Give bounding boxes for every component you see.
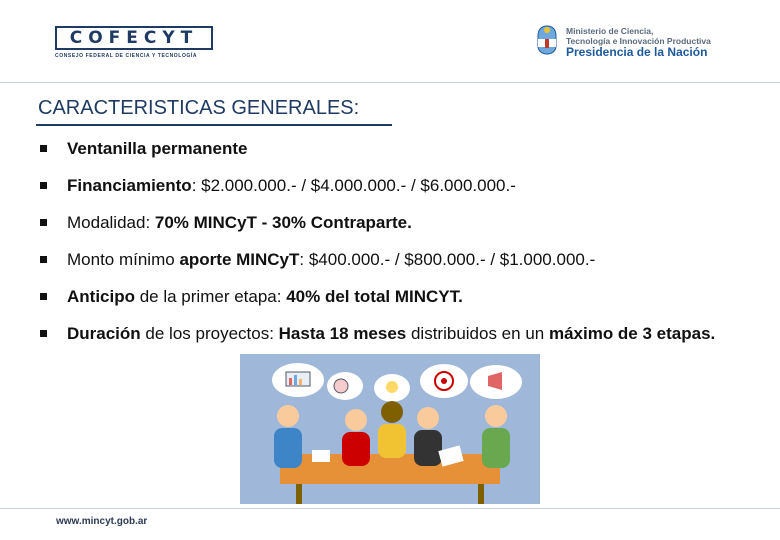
argentina-shield-icon: [536, 24, 558, 56]
ministry-name-line1: Ministerio de Ciencia,: [566, 26, 654, 36]
bullet-text-part: distribuidos en un: [406, 324, 549, 343]
bullet-text-part: Financiamiento: [67, 176, 192, 195]
bullet-text-part: 70% MINCyT - 30% Contraparte.: [154, 213, 412, 232]
cofecyt-logo: [55, 26, 215, 62]
cofecyt-logo-subtitle: CONSEJO FEDERAL DE CIENCIA Y TECNOLOGÍA: [55, 53, 198, 59]
bullet-text: [67, 212, 412, 234]
bullet-square-icon: [40, 293, 47, 300]
footer-website-link[interactable]: www.mincyt.gob.ar: [56, 516, 148, 527]
bullet-text: [67, 249, 595, 271]
bullet-text: [67, 175, 516, 197]
title-underline: [36, 124, 392, 126]
bullet-text-part: de los proyectos:: [140, 324, 279, 343]
bullet-square-icon: [40, 330, 47, 337]
bullet-text-part: Ventanilla permanente: [67, 139, 248, 158]
bullet-text: [67, 286, 463, 308]
bullet-square-icon: [40, 219, 47, 226]
bullet-text-part: aporte MINCyT: [179, 250, 300, 269]
cofecyt-logo-box: [55, 26, 213, 50]
bullet-text-part: máximo de 3 etapas.: [548, 324, 716, 343]
ministry-presidencia: Presidencia de la Nación: [566, 45, 708, 59]
cofecyt-logo-text: COFECYT: [69, 28, 199, 48]
ministry-name-line2: Tecnología e Innovación Productiva: [566, 36, 711, 46]
bullet-text-part: Hasta 18 meses: [278, 324, 407, 343]
bullet-text: [67, 138, 247, 160]
bullet-text-part: de la primer etapa:: [135, 287, 287, 306]
bullet-text-part: Monto mínimo: [67, 250, 180, 269]
bullet-square-icon: [40, 256, 47, 263]
bullet-text-part: 40% del total MINCYT.: [286, 287, 463, 306]
bullet-text-part: Duración: [67, 324, 141, 343]
bullet-square-icon: [40, 182, 47, 189]
bullet-text: [67, 323, 715, 345]
footer-divider: [0, 508, 780, 509]
bullet-text-part: : $400.000.- / $800.000.- / $1.000.000.-: [299, 250, 596, 269]
header-divider: [0, 82, 780, 83]
bullet-text-part: : $2.000.000.- / $4.000.000.- / $6.000.000.-: [191, 176, 516, 195]
bullet-text-part: Modalidad:: [67, 213, 155, 232]
bullet-square-icon: [40, 145, 47, 152]
bullet-text-part: Anticipo: [67, 287, 135, 306]
team-meeting-illustration: [240, 354, 540, 504]
page-title: CARACTERISTICAS GENERALES:: [38, 97, 360, 119]
ministry-logo: [536, 24, 746, 66]
